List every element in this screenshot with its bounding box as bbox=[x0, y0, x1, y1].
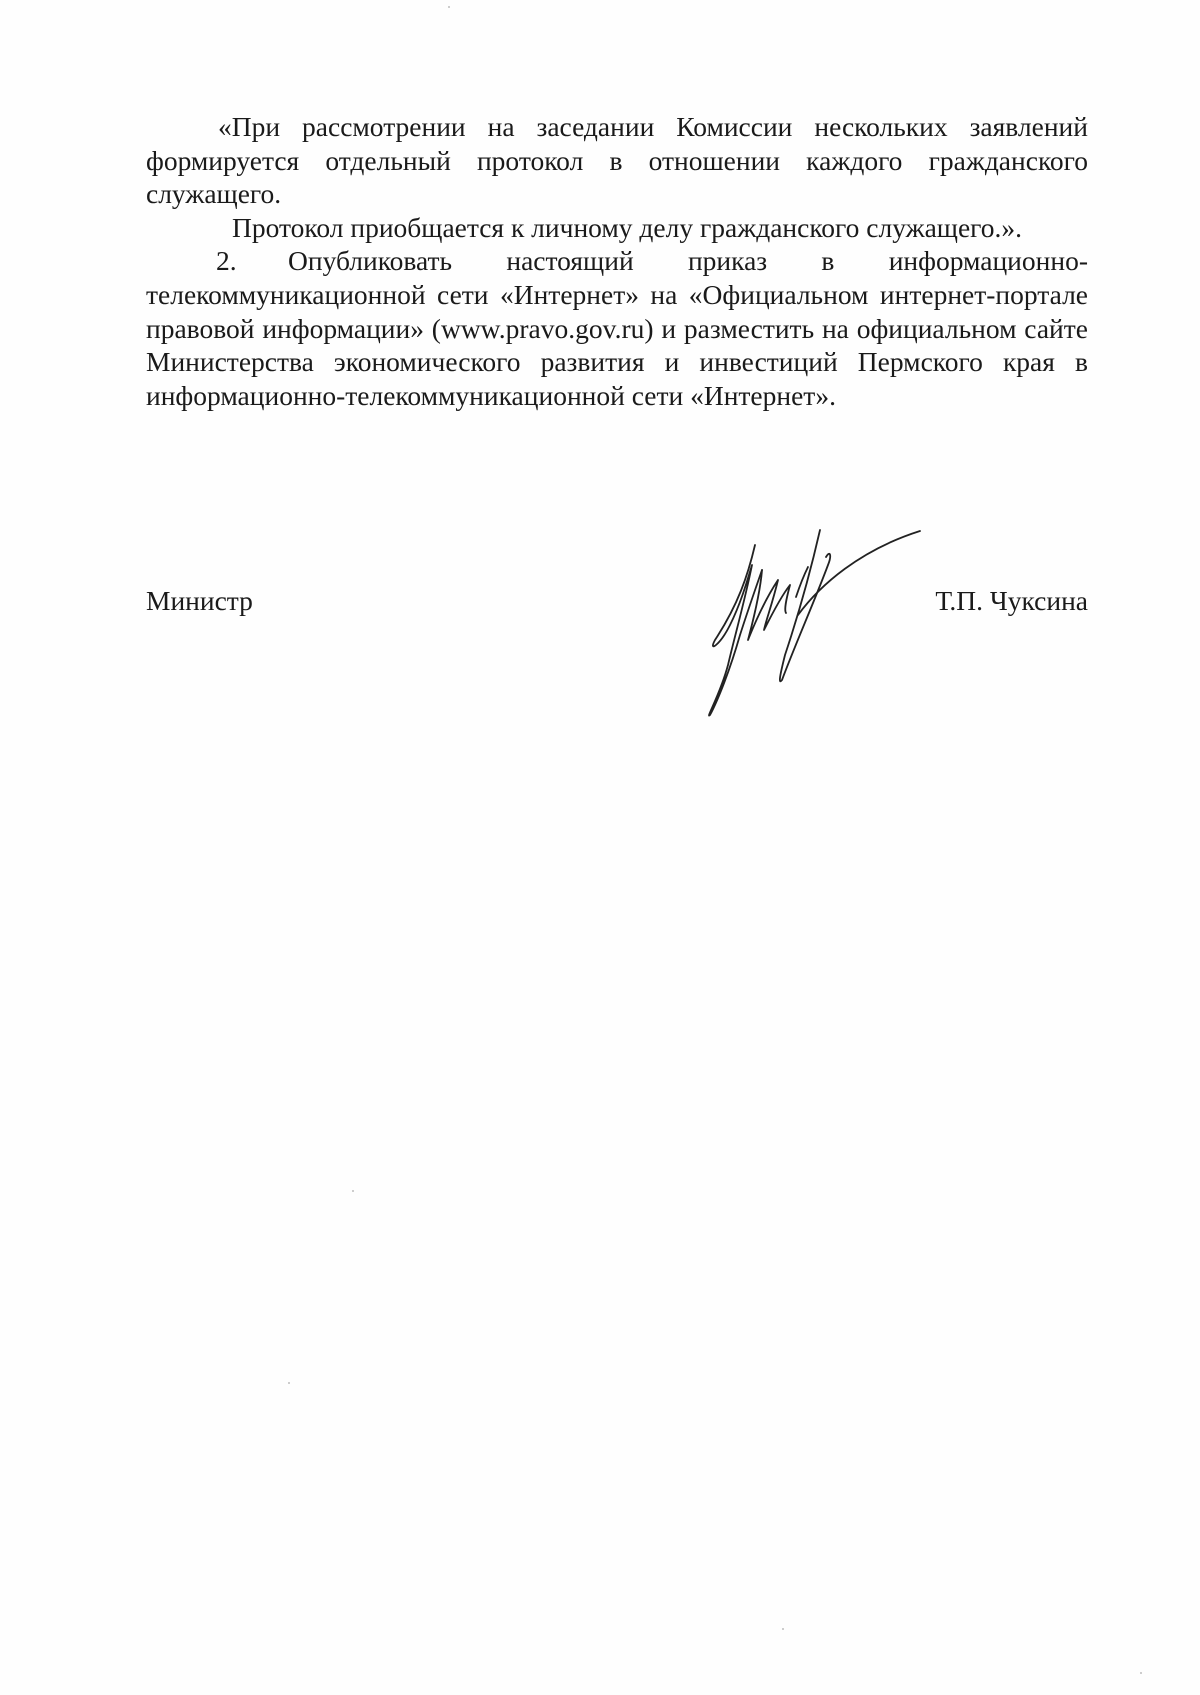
paragraph-protocol-attach: Протокол приобщается к личному делу гражданского служащего.». bbox=[232, 211, 1023, 243]
scan-speck bbox=[352, 1190, 354, 1192]
scan-speck bbox=[448, 6, 450, 8]
scan-speck bbox=[1140, 1672, 1142, 1674]
scan-speck bbox=[782, 1628, 784, 1630]
signature-stroke-1 bbox=[709, 545, 762, 716]
handwritten-signature bbox=[700, 525, 930, 725]
scan-speck bbox=[288, 1382, 290, 1384]
signer-position: Министр bbox=[146, 585, 253, 616]
item-number: 2. bbox=[216, 245, 237, 277]
paragraph-item-2 bbox=[146, 244, 1088, 412]
paragraph-commission-protocol: «При рассмотрении на заседании Комиссии нескольких заявлений формируется отдельный протокол в отношении каждого гражданского служащего. bbox=[146, 111, 1088, 210]
document-body bbox=[146, 110, 1088, 412]
signature-stroke-2 bbox=[748, 570, 790, 640]
item-2-text: Опубликовать настоящий приказ в информационно-телекоммуникационной сети «Интернет» на «Официальном интернет-портале правовой информации» (www.pravo.gov.ru) и разместить на официальном сайте Министерства экономического развития и инвестиций Пермского края в информационно-телекоммуникационной сети «Интернет». bbox=[146, 245, 1088, 411]
signature-block bbox=[146, 585, 1088, 625]
signer-name: Т.П. Чуксина bbox=[935, 585, 1088, 616]
